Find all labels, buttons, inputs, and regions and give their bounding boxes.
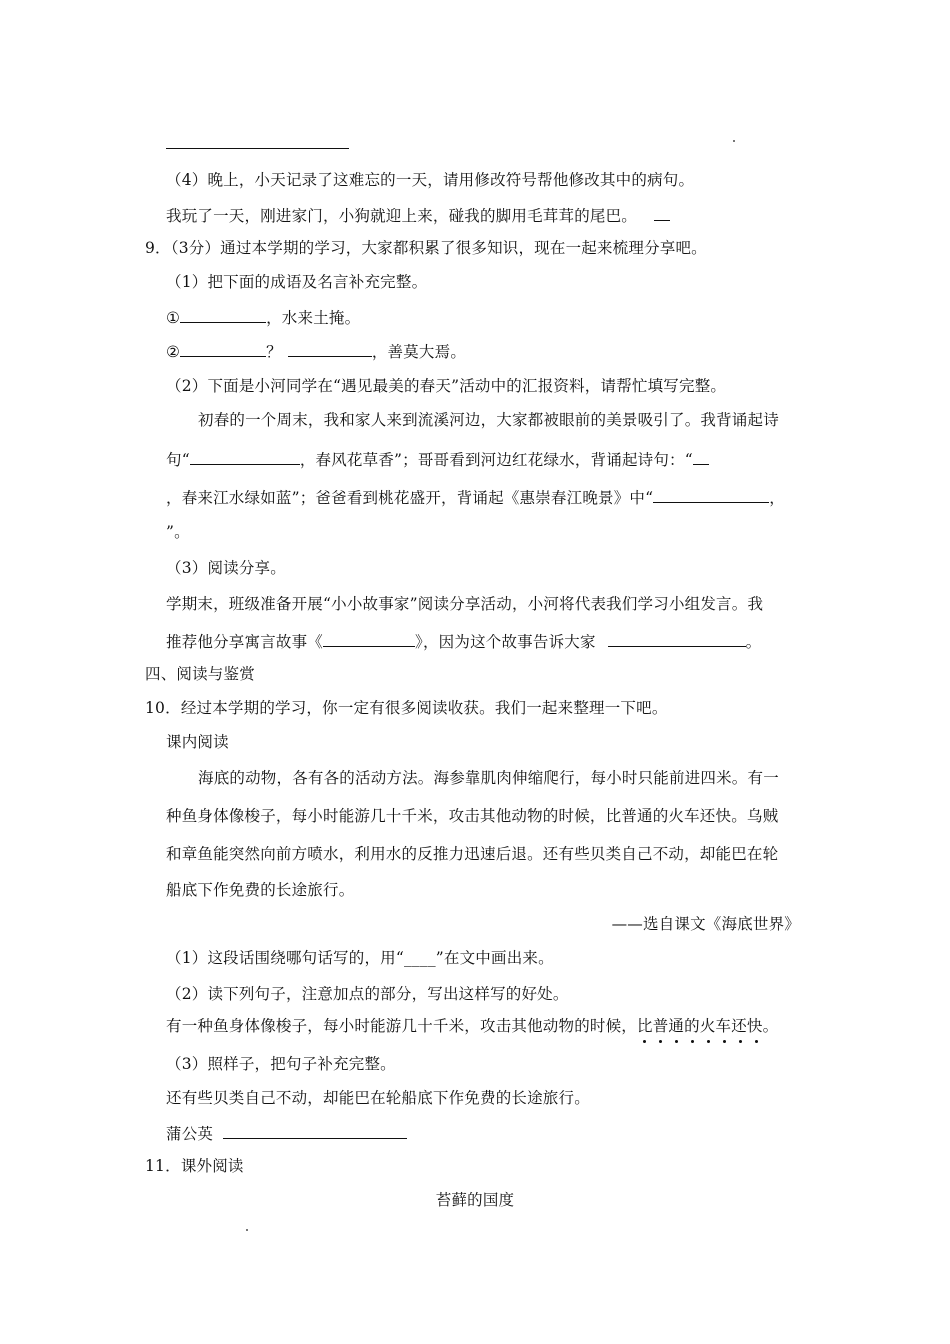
q9-share-line1: 学期末，班级准备开展“小小故事家”阅读分享活动，小河将代表我们学习小组发言。我 — [166, 595, 764, 613]
q8-answer-blank[interactable] — [654, 204, 670, 221]
q9-title: 9．（3分）通过本学期的学习，大家都积累了很多知识，现在一起来梳理分享吧。 — [145, 239, 707, 257]
q9-item1 — [166, 306, 360, 328]
q8-sub4-prompt: （4）晚上，小天记录了这难忘的一天，请用修改符号帮他修改其中的病句。 — [166, 171, 695, 189]
emphasis-dot — [643, 1040, 646, 1043]
item1-tail: ，水来土掩。 — [266, 309, 361, 327]
emphasis-dot — [739, 1040, 742, 1043]
q9-item2 — [166, 340, 466, 362]
share-line2-a: 推荐他分享寓言故事《 — [166, 633, 324, 651]
q9-sub2-prompt: （2）下面是小河同学在“遇见最美的春天”活动中的汇报资料，请帮忙填写完整。 — [166, 377, 727, 395]
item2-mark: ② — [166, 343, 181, 361]
q9-sub3-prompt: （3）阅读分享。 — [166, 559, 286, 577]
q9-para-line2 — [166, 448, 709, 470]
q10-label: 课内阅读 — [166, 733, 229, 751]
emphasis-dot — [691, 1040, 694, 1043]
sub2-sentence-end: 。 — [762, 1017, 779, 1035]
item2-mid: ？ — [266, 343, 282, 361]
share-line2-b: 》，因为这个故事告诉大家 — [415, 633, 596, 651]
dotted-phrase — [637, 1017, 763, 1035]
dotted-phrase-text: 比普通的火车还快 — [637, 1017, 763, 1035]
q10-title: 10．经过本学期的学习，你一定有很多阅读收获。我们一起来整理一下吧。 — [145, 699, 668, 717]
q10-sub2-sentence — [166, 1016, 778, 1036]
q10-source: ——选自课文《海底世界》 — [611, 915, 800, 933]
q10-passage-line2: 种鱼身体像梭子，每小时能游几十千米，攻击其他动物的时候，比普通的火车还快。乌贼 — [166, 807, 779, 825]
scan-speck — [733, 140, 735, 142]
q10-passage-line3: 和章鱼能突然向前方喷水，利用水的反推力迅速后退。还有些贝类自己不动，却能巴在轮 — [166, 845, 779, 863]
q10-sub1: （1）这段话围绕哪句话写的，用“____”在文中画出来。 — [166, 949, 554, 967]
q10-passage-line4: 船底下作免费的长途旅行。 — [166, 881, 355, 899]
para-line3-a: ，春来江水绿如蓝”；爸爸看到桃花盛开，背诵起《惠崇春江晚景》中“ — [166, 489, 654, 507]
q10-passage-line1: 海底的动物，各有各的活动方法。海参靠肌肉伸缩爬行，每小时只能前进四米。有一 — [198, 769, 779, 787]
poem-blank-1[interactable] — [190, 448, 300, 465]
story-lesson-blank[interactable] — [608, 630, 746, 647]
story-title-blank[interactable] — [323, 630, 415, 647]
share-line2-c: 。 — [745, 633, 762, 651]
q10-sub3-example: 还有些贝类自己不动，却能巴在轮船底下作免费的长途旅行。 — [166, 1089, 590, 1107]
emphasis-dot — [675, 1040, 678, 1043]
quote-blank-1[interactable] — [180, 340, 266, 357]
sub2-sentence-a: 有一种鱼身体像梭子，每小时能游几十千米，攻击其他动物的时候， — [166, 1017, 638, 1035]
q10-sub3-answer — [166, 1122, 407, 1144]
q11-title: 11．课外阅读 — [145, 1157, 244, 1175]
poem-blank-3[interactable] — [653, 486, 769, 503]
poem-blank-2[interactable] — [693, 448, 709, 465]
emphasis-dot — [707, 1040, 710, 1043]
q8-sub4-sentence-line — [166, 204, 670, 226]
item1-mark: ① — [166, 309, 181, 327]
q10-sub3: （3）照样子，把句子补充完整。 — [166, 1055, 396, 1073]
para-line2-b: ，春风花草香”；哥哥看到河边红花绿水，背诵起诗句：“ — [299, 451, 693, 469]
emphasis-dot — [723, 1040, 726, 1043]
emphasis-dot — [755, 1040, 758, 1043]
para-line2-a: 句“ — [166, 451, 190, 469]
section4-title: 四、阅读与鉴赏 — [145, 665, 255, 683]
q9-sub1-prompt: （1）把下面的成语及名言补充完整。 — [166, 273, 428, 291]
emphasis-dot — [659, 1040, 662, 1043]
q9-share-line2 — [166, 630, 761, 652]
q11-article-title: 苔藓的国度 — [435, 1191, 515, 1209]
scan-speck — [246, 1229, 248, 1231]
item2-tail: ，善莫大焉。 — [371, 343, 467, 361]
q9-para-line4: ”。 — [166, 523, 190, 541]
answer-blank-top — [166, 148, 349, 149]
quote-blank-2[interactable] — [288, 340, 372, 357]
idiom-blank-1[interactable] — [180, 306, 266, 323]
q9-para-line1: 初春的一个周末，我和家人来到流溪河边，大家都被眼前的美景吸引了。我背诵起诗 — [198, 411, 779, 429]
sub3-start: 蒲公英 — [166, 1125, 214, 1143]
para-line3-b: ， — [769, 489, 785, 507]
q10-sub2: （2）读下列句子，注意加点的部分，写出这样写的好处。 — [166, 985, 569, 1003]
q9-para-line3 — [166, 486, 785, 508]
sentence-completion-blank[interactable] — [223, 1122, 407, 1139]
q8-sub4-sentence: 我玩了一天，刚进家门，小狗就迎上来，碰我的脚用毛茸茸的尾巴。 — [166, 207, 638, 225]
